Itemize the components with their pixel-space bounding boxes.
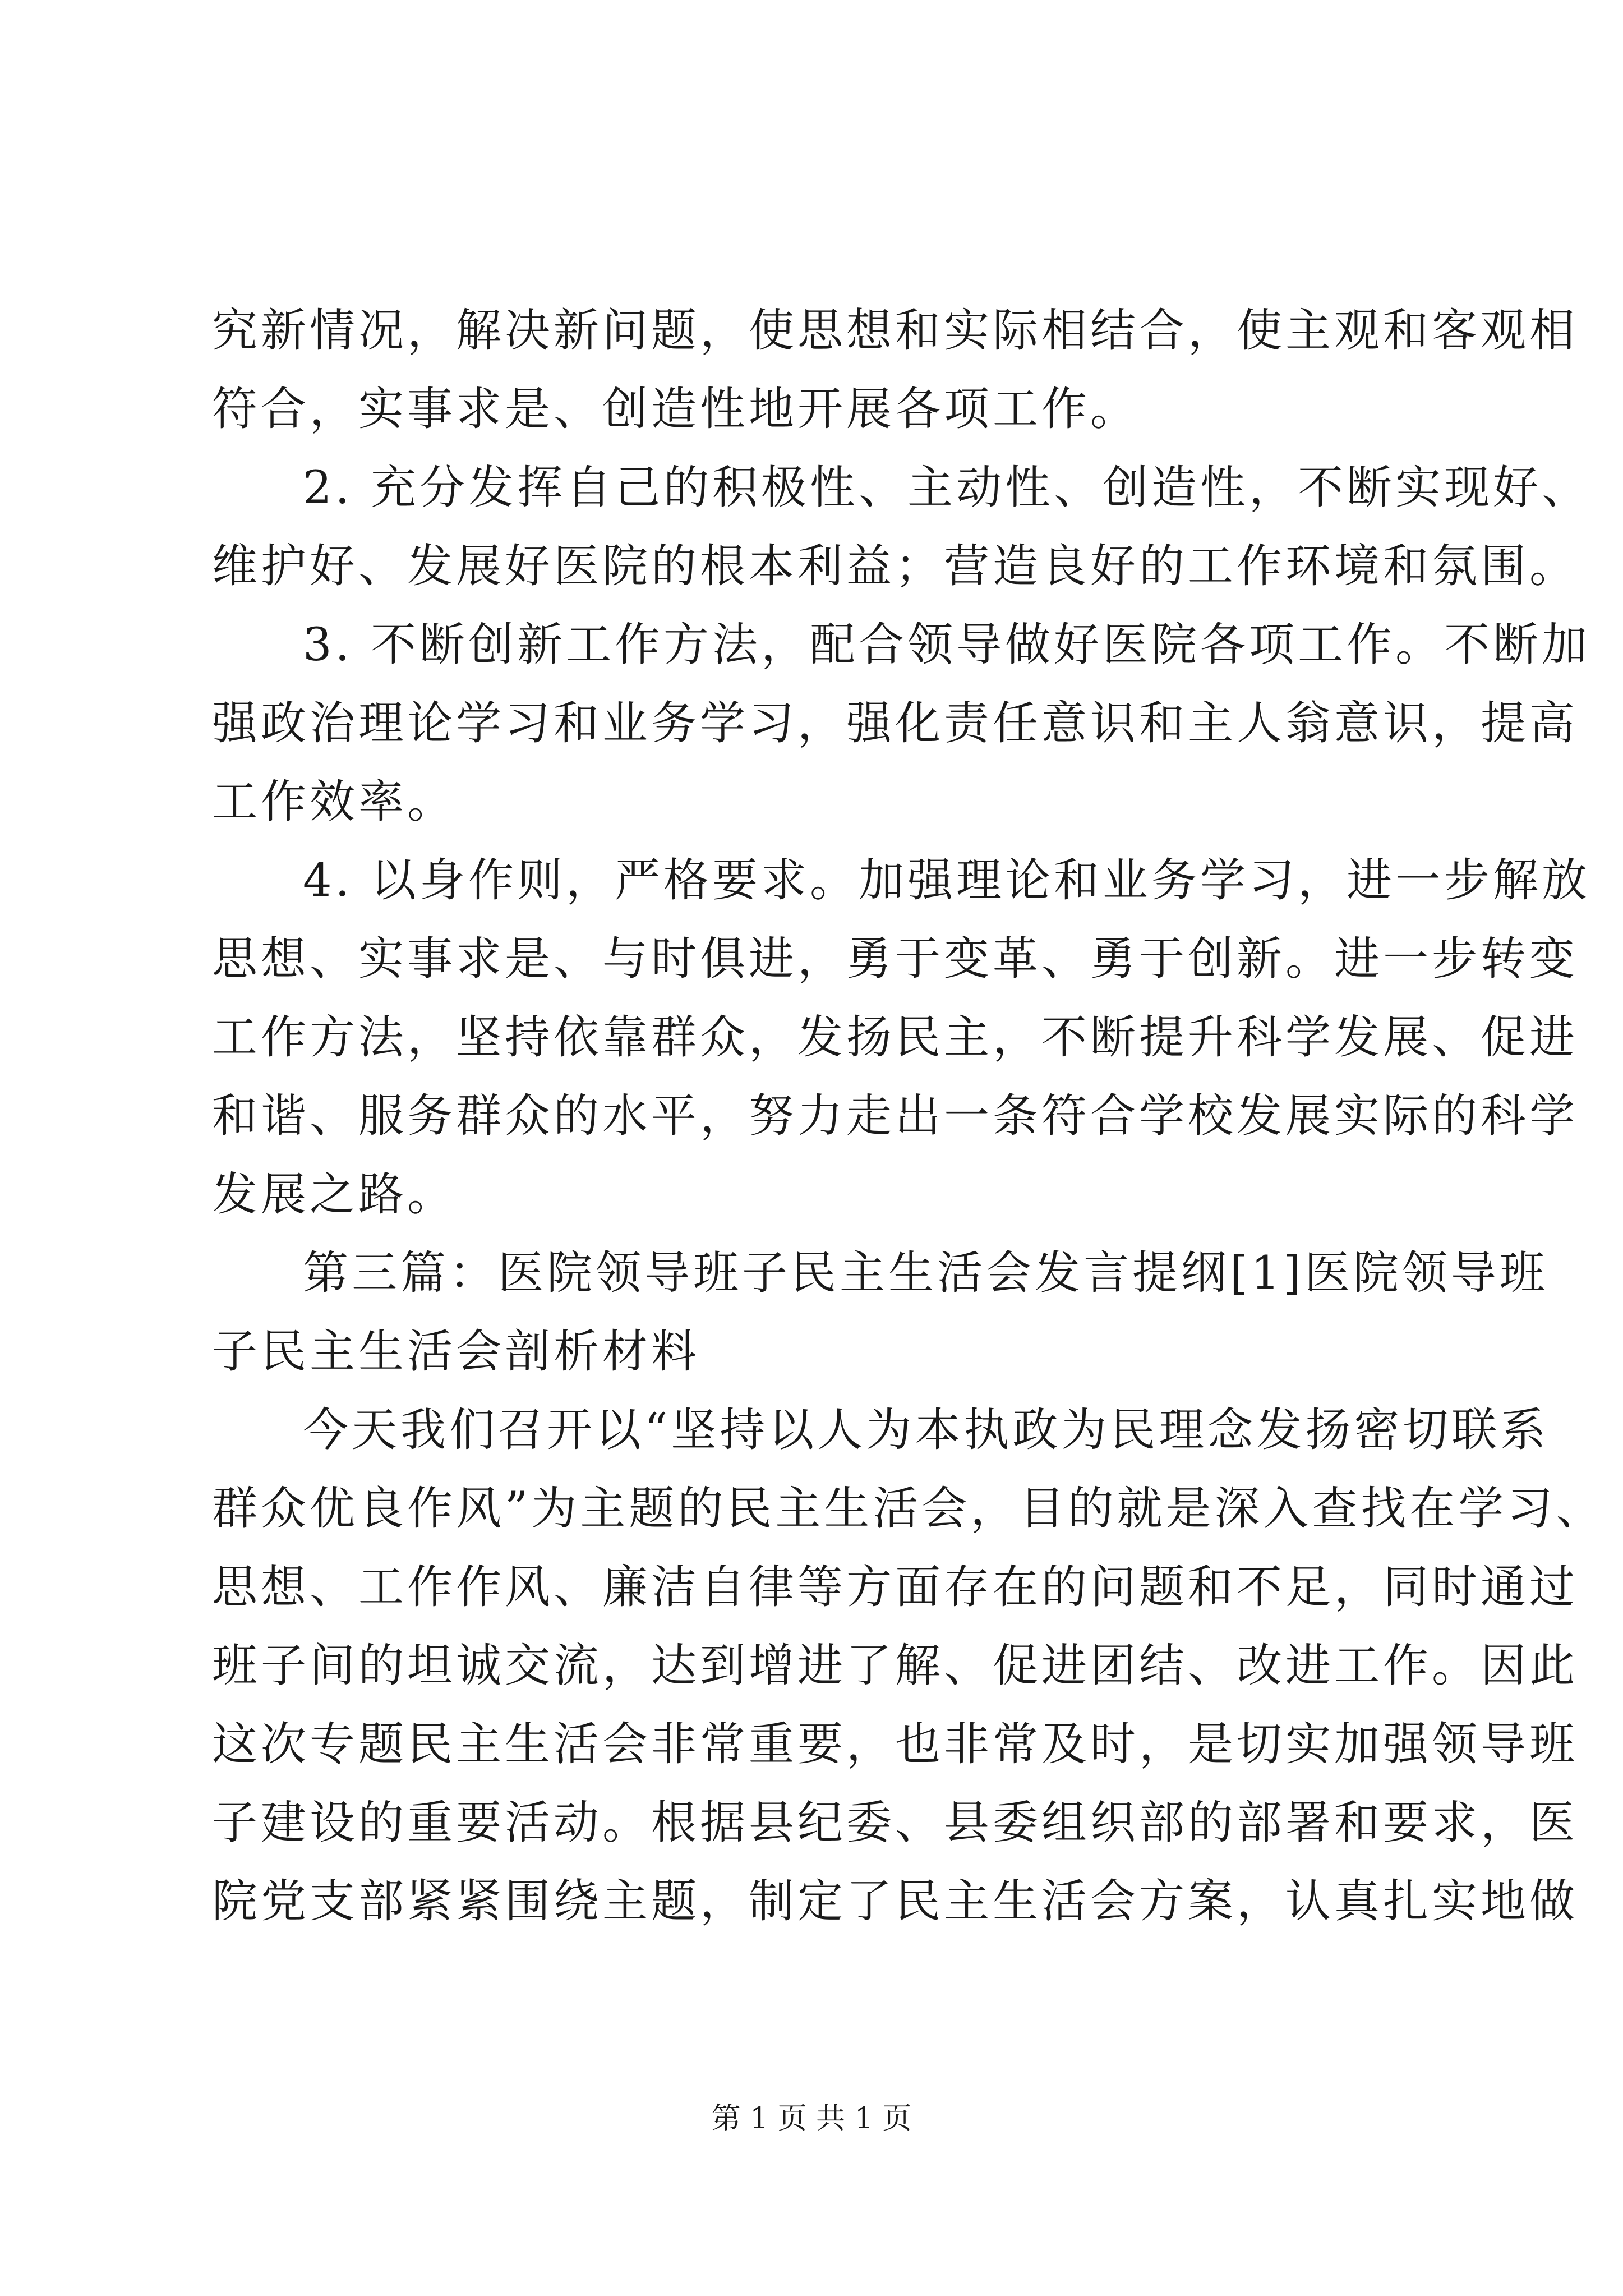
text-line-19: 这次专题民主生活会非常重要，也非常及时，是切实加强领导班: [212, 1718, 1579, 1771]
text-line-7: 工作效率。: [212, 776, 457, 829]
text-line-2: 符合，实事求是、创造性地开展各项工作。: [212, 383, 1140, 436]
text-line-4: 维护好、发展好医院的根本利益；营造良好的工作环境和氛围。: [212, 540, 1579, 593]
page-number-footer: 第 1 页 共 1 页: [711, 2102, 912, 2136]
text-line-1: 究新情况，解决新问题，使思想和实际相结合，使主观和客观相: [212, 305, 1579, 357]
text-line-9: 思想、实事求是、与时俱进，勇于变革、勇于创新。进一步转变: [212, 933, 1579, 986]
text-line-12: 发展之路。: [212, 1168, 457, 1221]
text-line-11: 和谐、服务群众的水平，努力走出一条符合学校发展实际的科学: [212, 1090, 1579, 1143]
text-line-16: 群众优良作风”为主题的民主生活会，目的就是深入查找在学习、: [212, 1483, 1605, 1535]
section-heading-line-1: 第三篇：医院领导班子民主生活会发言提纲[1]医院领导班: [303, 1247, 1548, 1300]
document-body: [212, 292, 1605, 1941]
section-heading-line-2: 子民主生活会剖析材料: [212, 1326, 700, 1378]
text-line-10: 工作方法，坚持依靠群众，发扬民主，不断提升科学发展、促进: [212, 1011, 1579, 1064]
text-line-21: 院党支部紧紧围绕主题，制定了民主生活会方案，认真扎实地做: [212, 1875, 1579, 1928]
text-line-3: 2. 充分发挥自己的积极性、主动性、创造性，不断实现好、: [303, 462, 1591, 514]
text-line-6: 强政治理论学习和业务学习，强化责任意识和主人翁意识，提高: [212, 697, 1579, 750]
text-line-17: 思想、工作作风、廉洁自律等方面存在的问题和不足，同时通过: [212, 1561, 1579, 1614]
text-line-18: 班子间的坦诚交流，达到增进了解、促进团结、改进工作。因此: [212, 1640, 1579, 1692]
text-line-8: 4. 以身作则，严格要求。加强理论和业务学习，进一步解放: [303, 854, 1591, 907]
text-line-15: 今天我们召开以“坚持以人为本执政为民理念发扬密切联系: [303, 1404, 1550, 1457]
text-line-5: 3. 不断创新工作方法，配合领导做好医院各项工作。不断加: [303, 619, 1591, 671]
text-line-20: 子建设的重要活动。根据县纪委、县委组织部的部署和要求，医: [212, 1797, 1579, 1849]
